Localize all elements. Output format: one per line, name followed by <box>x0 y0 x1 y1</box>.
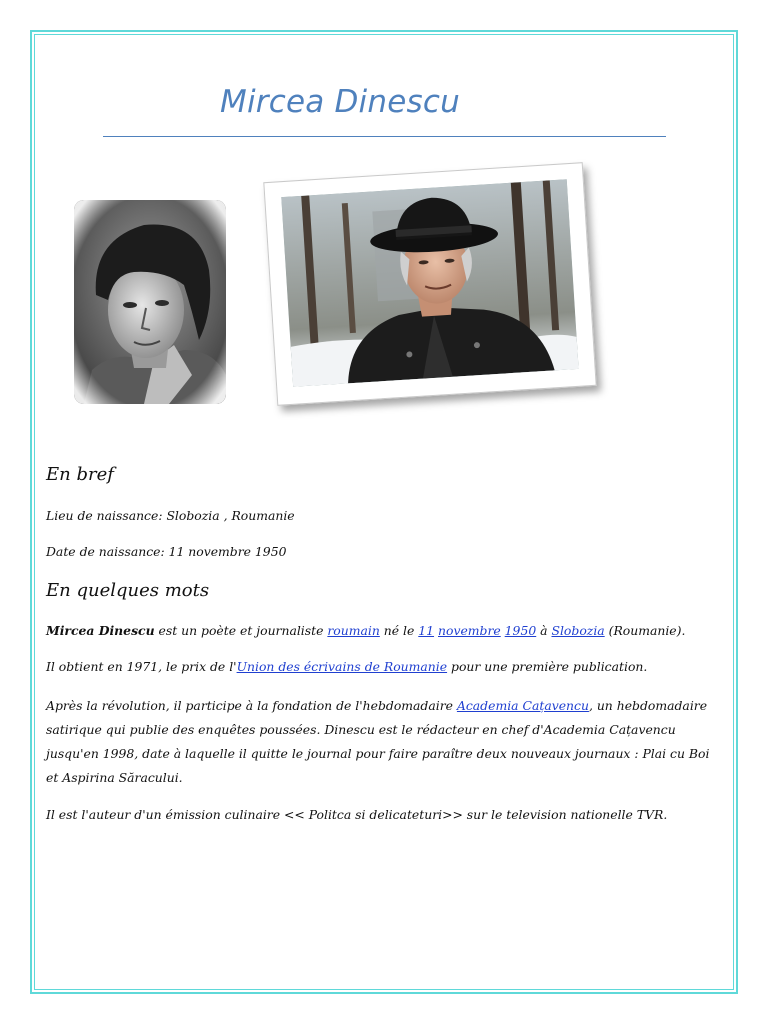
link-slobozia[interactable]: Slobozia <box>551 623 605 638</box>
paragraph-revolution <box>46 694 718 790</box>
heading-en-quelques-mots: En quelques mots <box>46 580 210 601</box>
paragraph-prize <box>46 655 718 679</box>
link-novembre[interactable]: novembre <box>438 623 501 638</box>
link-union-ecrivains[interactable]: Union des écrivains de Roumanie <box>236 659 448 674</box>
page-title: Mircea Dinescu <box>220 84 460 120</box>
p1-text-6: (Roumanie). <box>604 623 686 638</box>
link-academia-catavencu[interactable]: Academia Cațavencu <box>456 698 589 713</box>
heading-en-bref: En bref <box>46 464 114 485</box>
p1-text-5: à <box>536 623 552 638</box>
p1-text-1: est un poète et journaliste <box>154 623 328 638</box>
paragraph-tv-show: Il est l'auteur d'un émission culinaire << Politca si delicateturi>> sur le television nationelle TVR. <box>46 807 668 822</box>
portrait-young-photo <box>74 200 226 404</box>
p1-text-2: né le <box>379 623 419 638</box>
link-11[interactable]: 11 <box>418 623 435 638</box>
birthdate-line: Date de naissance: 11 novembre 1950 <box>46 544 287 559</box>
portrait-older-photo <box>281 179 578 387</box>
link-roumain[interactable]: roumain <box>327 623 380 638</box>
p2-text-1: Il obtient en 1971, le prix de l' <box>46 659 237 674</box>
p2-text-2: pour une première publication. <box>447 659 648 674</box>
p3-text-1: Après la révolution, il participe à la fondation de l'hebdomadaire <box>46 698 457 713</box>
link-1950[interactable]: 1950 <box>504 623 537 638</box>
portrait-older-photo-frame <box>263 162 596 406</box>
paragraph-intro <box>46 619 718 643</box>
title-underline <box>103 136 666 137</box>
p3-text-2: , un hebdomadaire satirique qui publie des enquêtes poussées. Dinescu est le rédacteur en chef d'Academia Cațavencu jusqu'en 1998, date à laquelle il quitte le journal pour faire paraître deux nouveaux journaux : Plai cu Boi et Aspirina Săracului. <box>46 698 710 785</box>
person-name: Mircea Dinescu <box>46 623 155 638</box>
birthplace-line: Lieu de naissance: Slobozia , Roumanie <box>46 508 295 523</box>
